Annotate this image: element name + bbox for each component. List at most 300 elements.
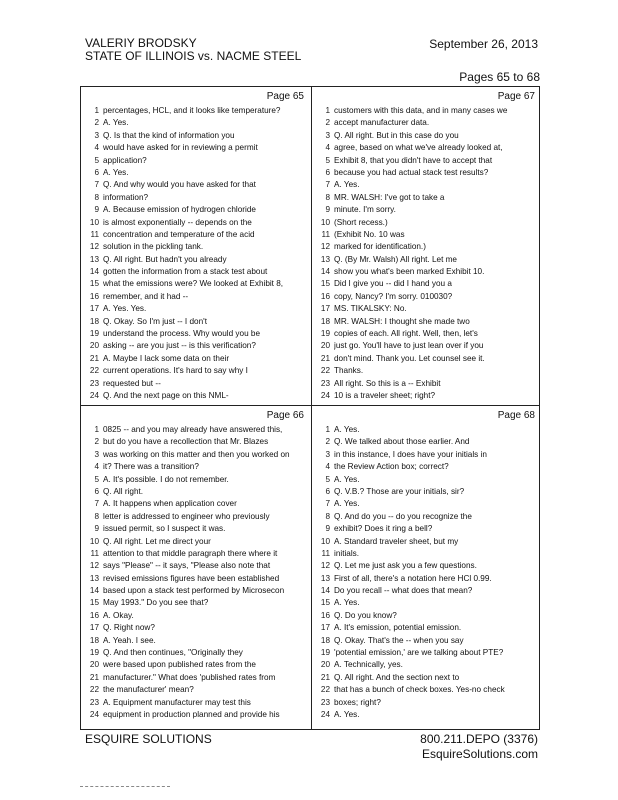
transcript-line xyxy=(81,303,310,315)
line-text: minute. I'm sorry. xyxy=(334,205,396,215)
line-text: 0825 -- and you may already have answered this, xyxy=(103,425,283,434)
line-text: current operations. It's hard to say why I xyxy=(103,366,248,376)
transcript-line xyxy=(81,278,310,290)
transcript-line xyxy=(312,635,541,647)
transcript-line xyxy=(81,424,310,436)
transcript-line xyxy=(81,560,310,572)
line-number: 17 xyxy=(320,304,330,314)
page-number: Page 65 xyxy=(266,91,304,102)
transcript-line xyxy=(81,291,310,303)
line-number: 14 xyxy=(89,267,99,277)
transcript-line xyxy=(312,254,541,266)
transcript-line xyxy=(312,672,541,684)
transcript-line xyxy=(81,672,310,684)
transcript-line xyxy=(81,622,310,634)
line-text: Q. All right. But hadn't you already xyxy=(103,254,227,264)
transcript-line xyxy=(312,266,541,278)
line-text: A. Equipment manufacturer may test this xyxy=(103,697,251,707)
line-text: exhibit? Does it ring a bell? xyxy=(334,524,433,534)
line-text: Q. And the next page on this NML- xyxy=(103,390,229,400)
line-text: that has a bunch of check boxes. Yes-no check xyxy=(334,685,505,695)
page-number: Page 68 xyxy=(497,410,535,421)
transcript-line xyxy=(81,378,310,390)
line-number: 7 xyxy=(94,180,99,190)
transcript-line xyxy=(312,303,541,315)
line-number: 6 xyxy=(94,167,99,177)
line-number: 3 xyxy=(325,130,330,140)
line-number: 5 xyxy=(325,474,330,484)
transcript-line xyxy=(81,340,310,352)
transcript-line xyxy=(312,597,541,609)
line-number: 3 xyxy=(94,449,99,459)
line-text: A. It's emission, potential emission. xyxy=(334,623,462,633)
line-number: 14 xyxy=(89,586,99,596)
line-number: 24 xyxy=(320,709,330,719)
line-number: 23 xyxy=(320,697,330,707)
line-text: MR. WALSH: I've got to take a xyxy=(334,192,445,202)
line-number: 9 xyxy=(94,524,99,534)
line-number: 13 xyxy=(89,254,99,264)
transcript-line xyxy=(81,179,310,191)
line-number: 18 xyxy=(320,635,330,645)
transcript-line xyxy=(312,278,541,290)
line-text: the Review Action box; correct? xyxy=(334,462,449,472)
transcript-line xyxy=(81,142,310,154)
transcript-line xyxy=(312,217,541,229)
line-text: Q. Is that the kind of information you xyxy=(103,130,235,140)
line-text: Q. Okay. That's the -- when you say xyxy=(334,635,464,645)
line-number: 21 xyxy=(89,353,99,363)
transcript-line xyxy=(312,353,541,365)
line-number: 13 xyxy=(320,254,330,264)
transcript-line xyxy=(312,461,541,473)
line-text: A. Standard traveler sheet, but my xyxy=(334,536,459,546)
line-text: agree, based on what we've already looked at, xyxy=(334,143,503,153)
line-text: Exhibit 8, that you didn't have to accept that xyxy=(334,155,493,165)
line-text: what the emissions were? We looked at Exhibit 8, xyxy=(103,279,284,289)
line-text: MS. TIKALSKY: No. xyxy=(334,304,407,314)
transcript-line xyxy=(81,316,310,328)
transcript-line xyxy=(312,449,541,461)
line-text: Q. We talked about those earlier. And xyxy=(334,437,470,447)
line-text: A. Technically, yes. xyxy=(334,660,403,670)
line-text: A. Maybe I lack some data on their xyxy=(103,353,230,363)
line-text: Q. All right. And the section next to xyxy=(334,672,460,682)
line-number: 17 xyxy=(89,623,99,633)
line-text: equipment in production planned and provide his xyxy=(103,709,280,719)
transcript-line xyxy=(312,511,541,523)
line-number: 2 xyxy=(325,118,330,128)
line-number: 9 xyxy=(325,524,330,534)
line-text: gotten the information from a stack test about xyxy=(103,267,268,277)
transcript-line xyxy=(312,585,541,597)
line-number: 12 xyxy=(89,242,99,252)
transcript-line xyxy=(312,378,541,390)
company-name: ESQUIRE SOLUTIONS xyxy=(85,732,212,746)
line-text: A. It happens when application cover xyxy=(103,499,237,509)
line-text: 'potential emission,' are we talking about PTE? xyxy=(334,648,504,658)
line-text: revised emissions figures have been established xyxy=(103,573,280,583)
transcript-line xyxy=(312,573,541,585)
transcript-line xyxy=(81,659,310,671)
transcript-line xyxy=(81,217,310,229)
line-number: 8 xyxy=(94,511,99,521)
transcript-line xyxy=(81,130,310,142)
transcript-line xyxy=(81,204,310,216)
transcript-line xyxy=(81,155,310,167)
line-number: 16 xyxy=(320,291,330,301)
line-number: 3 xyxy=(325,449,330,459)
line-number: 2 xyxy=(94,437,99,447)
line-number: 8 xyxy=(94,192,99,202)
line-number: 11 xyxy=(321,229,330,239)
case-name: STATE OF ILLINOIS vs. NACME STEEL xyxy=(85,49,302,63)
transcript-line xyxy=(312,486,541,498)
line-number: 12 xyxy=(320,242,330,252)
transcript-page-67 xyxy=(312,87,541,405)
line-number: 13 xyxy=(89,573,99,583)
line-text: understand the process. Why would you be xyxy=(103,329,261,339)
line-text: A. Because emission of hydrogen chloride xyxy=(103,205,256,215)
line-text: were based upon published rates from the xyxy=(103,660,256,670)
line-number: 20 xyxy=(320,660,330,670)
transcript-line xyxy=(81,573,310,585)
line-text: concentration and temperature of the acid xyxy=(103,229,255,239)
transcript-line xyxy=(81,461,310,473)
line-text: First of all, there's a notation here HCl 0.99. xyxy=(334,573,492,583)
line-text: Q. Right now? xyxy=(103,623,155,633)
line-number: 24 xyxy=(89,390,99,400)
line-number: 4 xyxy=(325,143,330,153)
line-number: 12 xyxy=(89,561,99,571)
bottom-rule xyxy=(80,786,170,787)
line-text: information? xyxy=(103,192,149,202)
transcript-line xyxy=(312,622,541,634)
transcript-line xyxy=(312,117,541,129)
line-number: 15 xyxy=(320,598,330,608)
transcript-line xyxy=(312,548,541,560)
line-number: 2 xyxy=(325,437,330,447)
line-number: 7 xyxy=(325,180,330,190)
line-number: 18 xyxy=(89,316,99,326)
line-number: 10 xyxy=(89,217,99,227)
line-text: attention to that middle paragraph there where it xyxy=(103,548,278,558)
line-number: 23 xyxy=(320,378,330,388)
line-text: A. Yes. Yes. xyxy=(103,304,147,314)
line-number: 16 xyxy=(89,291,99,301)
line-text: (Short recess.) xyxy=(334,217,388,227)
transcript-line xyxy=(312,684,541,696)
line-number: 21 xyxy=(89,672,99,682)
line-number: 23 xyxy=(89,697,99,707)
line-text: based upon a stack test performed by Microsecon xyxy=(103,586,285,596)
line-text: 10 is a traveler sheet; right? xyxy=(334,390,436,400)
transcript-lines xyxy=(312,424,541,721)
transcript-line xyxy=(81,474,310,486)
transcript-line xyxy=(312,523,541,535)
line-number: 9 xyxy=(94,205,99,215)
transcript-line xyxy=(81,523,310,535)
line-number: 15 xyxy=(89,598,99,608)
witness-name-text: VALERIY BRODSKY xyxy=(85,36,197,50)
transcript-line xyxy=(81,709,310,721)
transcript-line xyxy=(81,536,310,548)
line-number: 13 xyxy=(320,573,330,583)
line-number: 21 xyxy=(320,353,330,363)
transcript-line xyxy=(81,229,310,241)
line-number: 21 xyxy=(320,672,330,682)
line-text: A. Okay. xyxy=(103,610,134,620)
line-text: (Exhibit No. 10 was xyxy=(334,229,405,239)
line-number: 24 xyxy=(89,709,99,719)
line-number: 24 xyxy=(320,390,330,400)
line-text: show you what's been marked Exhibit 10. xyxy=(334,267,485,277)
line-text: manufacturer." What does 'published rates from xyxy=(103,672,276,682)
line-number: 18 xyxy=(320,316,330,326)
line-text: A. Yes. xyxy=(103,118,129,128)
line-number: 8 xyxy=(325,192,330,202)
line-number: 10 xyxy=(320,217,330,227)
line-number: 1 xyxy=(94,106,99,115)
transcript-lines xyxy=(312,105,541,402)
line-text: Q. And why would you have asked for that xyxy=(103,180,256,190)
transcript-line xyxy=(81,192,310,204)
line-number: 1 xyxy=(325,425,330,434)
transcript-line xyxy=(81,105,310,117)
line-number: 8 xyxy=(325,511,330,521)
line-text: is almost exponentially -- depends on the xyxy=(103,217,252,227)
line-number: 7 xyxy=(94,499,99,509)
transcript-line xyxy=(312,560,541,572)
line-text: percentages, HCL, and it looks like temperature? xyxy=(103,106,281,115)
line-text: customers with this data, and in many cases we xyxy=(334,106,508,115)
line-text: remember, and it had -- xyxy=(103,291,189,301)
transcript-line xyxy=(312,155,541,167)
line-number: 17 xyxy=(320,623,330,633)
line-number: 14 xyxy=(320,586,330,596)
transcript-line xyxy=(312,436,541,448)
transcript-line xyxy=(81,585,310,597)
line-text: was working on this matter and then you worked on xyxy=(103,449,290,459)
phone-number: 800.211.DEPO (3376) xyxy=(420,732,538,746)
transcript-lines xyxy=(81,105,310,402)
line-text: A. Yes. xyxy=(334,180,360,190)
line-text: requested but -- xyxy=(103,378,161,388)
line-text: A. Yes. xyxy=(103,167,129,177)
transcript-line xyxy=(81,328,310,340)
transcript-line xyxy=(312,105,541,117)
line-number: 4 xyxy=(325,462,330,472)
line-text: asking -- are you just -- is this verification? xyxy=(103,341,256,351)
line-number: 15 xyxy=(320,279,330,289)
line-text: Q. V.B.? Those are your initials, sir? xyxy=(334,486,465,496)
line-number: 16 xyxy=(320,610,330,620)
line-number: 9 xyxy=(325,205,330,215)
line-number: 6 xyxy=(325,167,330,177)
transcript-line xyxy=(312,647,541,659)
line-number: 14 xyxy=(320,267,330,277)
transcript-line xyxy=(312,659,541,671)
transcript-line xyxy=(312,610,541,622)
line-number: 20 xyxy=(89,341,99,351)
line-number: 22 xyxy=(89,366,99,376)
transcript-line xyxy=(81,365,310,377)
transcript-line xyxy=(312,697,541,709)
transcript-line xyxy=(81,697,310,709)
line-text: A. Yes. xyxy=(334,598,360,608)
line-text: marked for identification.) xyxy=(334,242,426,252)
contact-info xyxy=(420,732,538,762)
page-number: Page 67 xyxy=(497,91,535,102)
line-text: because you had actual stack test results? xyxy=(334,167,489,177)
line-text: don't mind. Thank you. Let counsel see it. xyxy=(334,353,485,363)
transcript-line xyxy=(312,536,541,548)
transcript-line xyxy=(312,365,541,377)
line-number: 20 xyxy=(89,660,99,670)
transcript-line xyxy=(81,449,310,461)
transcript-line xyxy=(312,241,541,253)
line-text: in this instance, I does have your initials in xyxy=(334,449,487,459)
line-number: 23 xyxy=(89,378,99,388)
line-number: 22 xyxy=(320,685,330,695)
transcript-line xyxy=(312,709,541,721)
line-number: 1 xyxy=(94,425,99,434)
line-number: 4 xyxy=(94,462,99,472)
line-number: 17 xyxy=(89,304,99,314)
line-text: but do you have a recollection that Mr. Blazes xyxy=(103,437,269,447)
line-text: copies of each. All right. Well, then, let's xyxy=(334,329,478,339)
line-number: 20 xyxy=(320,341,330,351)
line-number: 16 xyxy=(89,610,99,620)
line-number: 6 xyxy=(325,486,330,496)
line-text: May 1993." Do you see that? xyxy=(103,598,209,608)
line-text: issued permit, so I suspect it was. xyxy=(103,524,226,534)
line-number: 22 xyxy=(320,366,330,376)
line-text: says "Please" -- it says, "Please also note that xyxy=(103,561,271,571)
line-text: accept manufacturer data. xyxy=(334,118,430,128)
line-text: A. Yeah. I see. xyxy=(103,635,156,645)
page-number: Page 66 xyxy=(266,410,304,421)
transcript-line xyxy=(312,167,541,179)
transcript-line xyxy=(81,511,310,523)
line-text: solution in the pickling tank. xyxy=(103,242,204,252)
transcript-lines xyxy=(81,424,310,721)
line-text: application? xyxy=(103,155,147,165)
line-number: 7 xyxy=(325,499,330,509)
transcript-page-65 xyxy=(81,87,310,405)
line-number: 19 xyxy=(320,329,330,339)
line-number: 1 xyxy=(325,106,330,115)
transcript-line xyxy=(81,266,310,278)
transcript-line xyxy=(81,635,310,647)
transcript-line xyxy=(312,192,541,204)
line-number: 5 xyxy=(94,474,99,484)
line-number: 2 xyxy=(94,118,99,128)
deposition-date: September 26, 2013 xyxy=(429,37,538,51)
line-text: Q. And do you -- do you recognize the xyxy=(334,511,472,521)
line-text: Q. Let me just ask you a few questions. xyxy=(334,561,477,571)
line-text: Q. (By Mr. Walsh) All right. Let me xyxy=(334,254,457,264)
transcript-line xyxy=(81,117,310,129)
line-text: Thanks. xyxy=(334,366,364,376)
page-range: Pages 65 to 68 xyxy=(459,70,540,84)
line-text: Q. All right. Let me direct your xyxy=(103,536,211,546)
line-number: 10 xyxy=(89,536,99,546)
transcript-line xyxy=(81,254,310,266)
line-text: the manufacturer' mean? xyxy=(103,685,194,695)
transcript-line xyxy=(81,647,310,659)
line-text: Q. Okay. So I'm just -- I don't xyxy=(103,316,207,326)
transcript-line xyxy=(81,684,310,696)
transcript-line xyxy=(81,353,310,365)
transcript-line xyxy=(81,610,310,622)
line-text: MR. WALSH: I thought she made two xyxy=(334,316,470,326)
transcript-frame xyxy=(80,86,540,730)
line-text: it? There was a transition? xyxy=(103,462,199,472)
line-text: letter is addressed to engineer who previously xyxy=(103,511,270,521)
transcript-line xyxy=(81,390,310,402)
line-number: 4 xyxy=(94,143,99,153)
line-text: Q. All right. xyxy=(103,486,144,496)
line-number: 19 xyxy=(320,648,330,658)
transcript-line xyxy=(81,486,310,498)
transcript-line xyxy=(312,498,541,510)
line-number: 6 xyxy=(94,486,99,496)
line-number: 19 xyxy=(89,648,99,658)
line-number: 5 xyxy=(94,155,99,165)
line-number: 15 xyxy=(89,279,99,289)
line-text: would have asked for in reviewing a permit xyxy=(103,143,258,153)
transcript-line xyxy=(312,340,541,352)
transcript-page-66 xyxy=(81,406,310,724)
line-text: just go. You'll have to just lean over if you xyxy=(334,341,484,351)
line-text: Q. All right. But in this case do you xyxy=(334,130,459,140)
line-text: Q. Do you know? xyxy=(334,610,397,620)
line-text: Q. And then continues, "Originally they xyxy=(103,648,243,658)
line-number: 3 xyxy=(94,130,99,140)
transcript-line xyxy=(312,229,541,241)
transcript-line xyxy=(81,597,310,609)
website-link[interactable]: EsquireSolutions.com xyxy=(421,747,538,761)
transcript-page-68 xyxy=(312,406,541,724)
line-text: A. Yes. xyxy=(334,709,360,719)
line-text: All right. So this is a -- Exhibit xyxy=(334,378,441,388)
line-number: 10 xyxy=(320,536,330,546)
line-number: 19 xyxy=(89,329,99,339)
line-number: 18 xyxy=(89,635,99,645)
line-number: 11 xyxy=(90,229,99,239)
transcript-line xyxy=(312,204,541,216)
line-number: 11 xyxy=(321,548,330,558)
line-number: 11 xyxy=(90,548,99,558)
transcript-line xyxy=(312,130,541,142)
line-text: copy, Nancy? I'm sorry. 010030? xyxy=(334,291,453,301)
line-text: Did I give you -- did I hand you a xyxy=(334,279,452,289)
transcript-line xyxy=(81,498,310,510)
line-text: A. Yes. xyxy=(334,425,360,434)
transcript-line xyxy=(312,179,541,191)
line-text: Do you recall -- what does that mean? xyxy=(334,586,473,596)
transcript-line xyxy=(312,390,541,402)
line-number: 5 xyxy=(325,155,330,165)
transcript-line xyxy=(81,436,310,448)
line-number: 22 xyxy=(89,685,99,695)
transcript-line xyxy=(312,316,541,328)
transcript-line xyxy=(312,142,541,154)
line-text: A. Yes. xyxy=(334,499,360,509)
line-number: 12 xyxy=(320,561,330,571)
transcript-line xyxy=(81,548,310,560)
